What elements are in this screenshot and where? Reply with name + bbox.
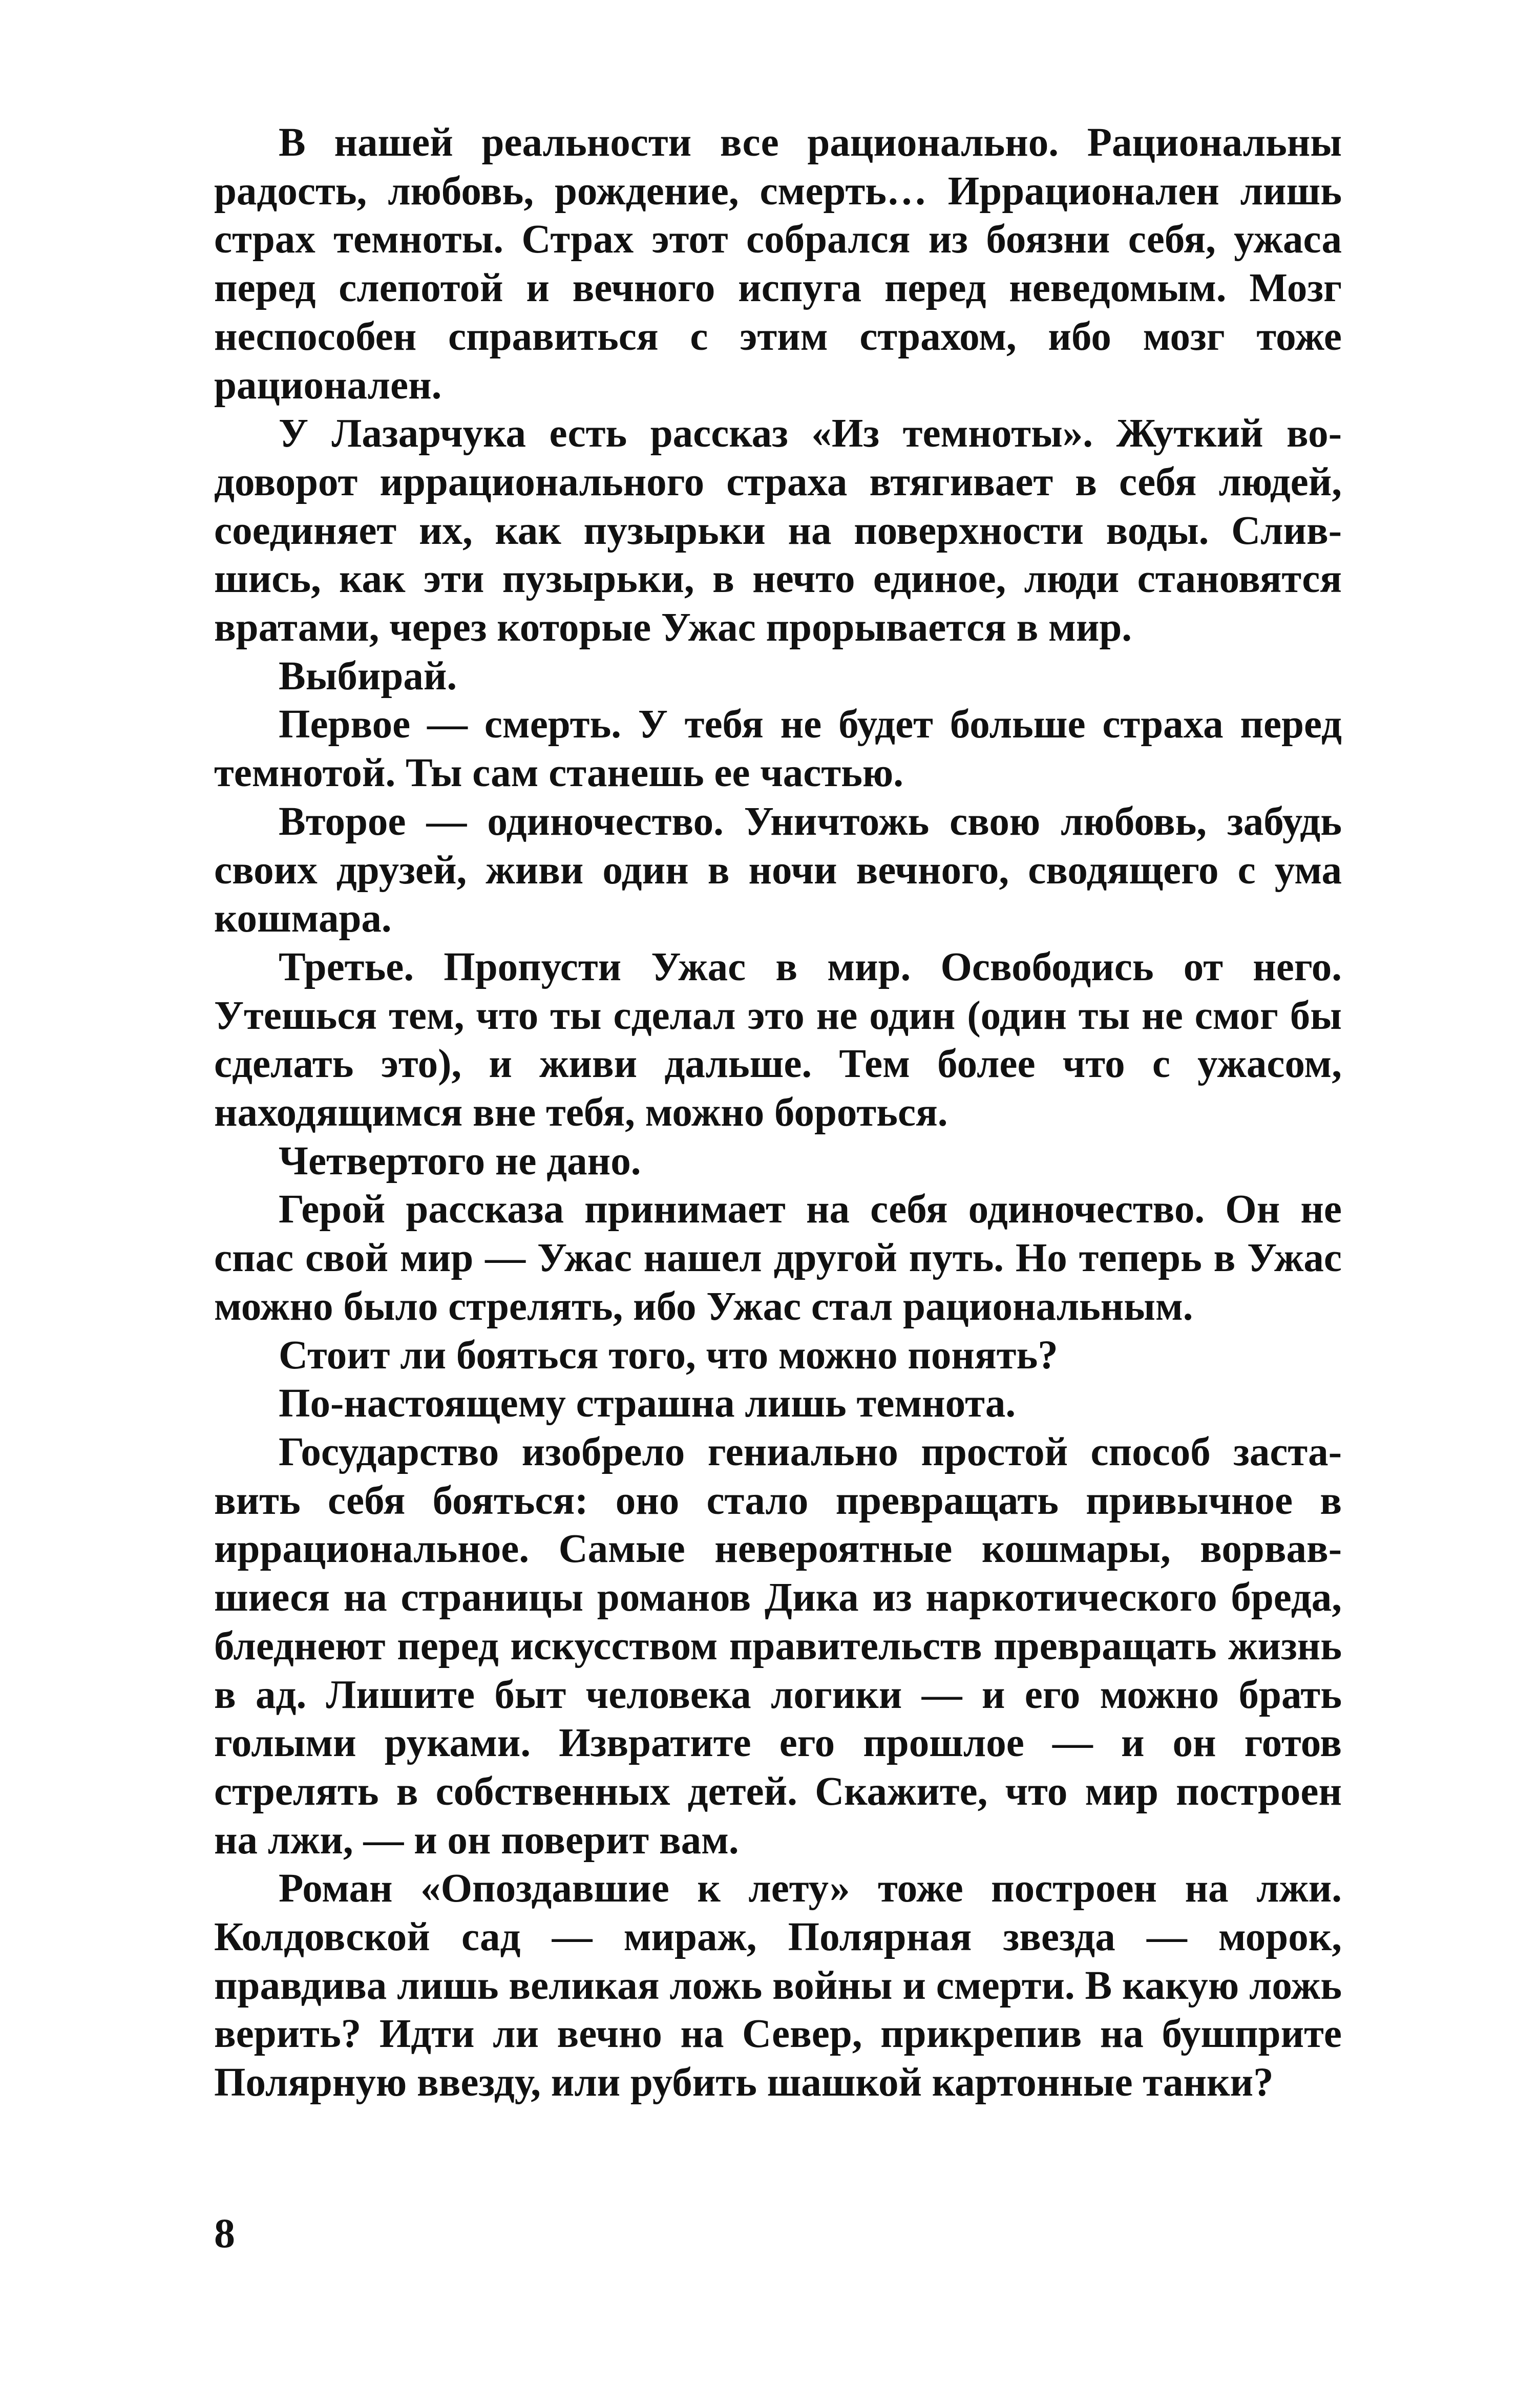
body-text [214, 119, 1342, 2107]
paragraph-7: Четвертого не дано. [279, 1138, 641, 1184]
paragraph-4: Первое — смерть. У тебя не будет больше страха перед темнотой. Ты сам станешь ее частью. [214, 702, 1342, 796]
paragraph-8: Герой рассказа принимает на себя одиночество. Он не спас свой мир — Ужас нашел другой путь. Но теперь в Ужас можно было стрелять, ибо Ужас стал рациональным. [214, 1187, 1342, 1329]
paragraph-9: Стоит ли бояться того, что можно понять? [279, 1333, 1058, 1378]
page-number: 8 [214, 2210, 235, 2256]
paragraph-2: У Лазарчука есть рассказ «Из темноты». Жуткий водоворот иррационального страха втягивает в себя людей, соединяет их, как пузырьки на поверхности воды. Слившись, как эти пузырьки, в нечто единое, люди становятся вратами, через которые Ужас прорывается в мир. [214, 411, 1342, 650]
paragraph-10: По-настоящему страшна лишь темнота. [279, 1381, 1016, 1426]
paragraph-11: Государство изобрело гениально простой способ заставить себя бояться: оно стало превращать привычное в иррациональное. Самые невероятные кошмары, ворвавшиеся на страницы романов Дика из наркотического бреда, бледнеют перед искусством правительств превращать жизнь в ад. Лишите быт человека логики — и его можно брать голыми руками. Извратите его прошлое — и он готов стрелять в собственных детей. Скажите, что мир построен на лжи, — и он поверит вам. [214, 1429, 1342, 1863]
paragraph-5: Второе — одиночество. Уничтожь свою любовь, забудь своих друзей, живи один в ночи вечного, сводящего с ума кошмара. [214, 799, 1342, 941]
paragraph-3: Выбирай. [279, 653, 457, 699]
paragraph-12: Роман «Опоздавшие к лету» тоже построен на лжи. Колдовской сад — мираж, Полярная звезда — морок, правдива лишь великая ложь войны и смерти. В какую ложь верить? Идти ли вечно на Север, прикрепив на бушприте Полярную ввезду, или рубить шашкой картонные танки? [214, 1866, 1342, 2105]
paragraph-1: В нашей реальности все рационально. Рациональны радость, любовь, рождение, смерть… Иррационален лишь страх темноты. Страх этот собрался из боязни себя, ужаса перед слепотой и вечного испуга перед неведомым. Мозг неспособен справиться с этим страхом, ибо мозг тоже рационален. [214, 120, 1342, 408]
paragraph-6: Третье. Пропусти Ужас в мир. Освободись от него. Утешься тем, что ты сделал это не один (один ты не смог бы сделать это), и живи дальше. Тем более что с ужасом, находящимся вне тебя, можно бороться. [214, 944, 1342, 1135]
